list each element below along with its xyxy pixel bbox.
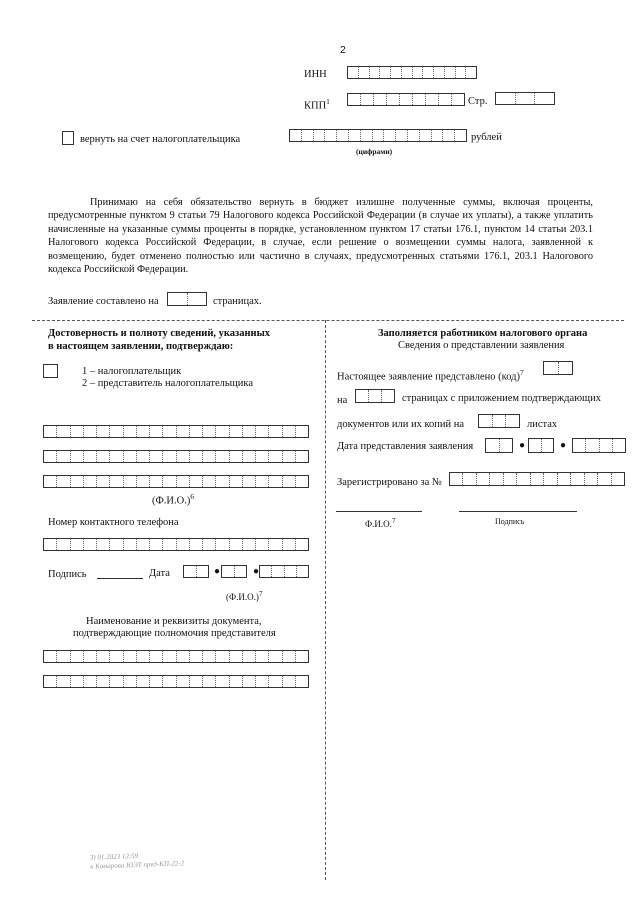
pages-suffix: страницах. xyxy=(213,296,262,307)
submit-date-year[interactable] xyxy=(572,438,626,453)
kpp-field[interactable] xyxy=(347,93,465,106)
page-field[interactable] xyxy=(495,92,555,105)
phone-label: Номер контактного телефона xyxy=(48,517,179,528)
pages-prefix: Заявление составлено на xyxy=(48,296,159,307)
submit-date-month[interactable] xyxy=(528,438,554,453)
confirmer-code-field[interactable] xyxy=(43,364,58,378)
date-separator-dot: ● xyxy=(560,440,567,451)
return-checkbox[interactable] xyxy=(62,131,74,145)
on-label: на xyxy=(337,395,348,406)
currency-label: рублей xyxy=(471,132,502,143)
right-subtitle: Сведения о представлении заявления xyxy=(398,340,565,351)
name-field-row2[interactable] xyxy=(43,450,309,463)
phone-field[interactable] xyxy=(43,538,309,551)
scan-stamp: 3) 01.2023 12:59 к Комарова ЮЭТ пред-КП-22-2 xyxy=(89,851,185,871)
column-divider xyxy=(325,320,326,880)
date-separator-dot: ● xyxy=(253,566,260,577)
signature-label: Подпись xyxy=(48,569,87,580)
registration-number-field[interactable] xyxy=(449,472,625,486)
right-title: Заполняется работником налогового органа xyxy=(378,328,588,339)
officer-fio-label: Ф.И.О.$^7$ xyxy=(365,516,396,529)
submit-date-label: Дата представления заявления xyxy=(337,441,474,452)
return-label: вернуть на счет налогоплательщика xyxy=(80,134,241,145)
page-label: Стр. xyxy=(468,96,488,107)
submit-date-day[interactable] xyxy=(485,438,513,453)
date-separator-dot: ● xyxy=(214,566,221,577)
code-field[interactable] xyxy=(543,361,573,375)
option-taxpayer: 1 – налогоплательщик xyxy=(82,366,182,377)
option-representative: 2 – представитель налогоплательщика xyxy=(82,378,253,389)
inn-field[interactable] xyxy=(347,66,477,79)
name-field-row3[interactable] xyxy=(43,475,309,488)
doc-title-line2: подтверждающие полномочия представителя xyxy=(73,628,276,639)
left-title-line1: Достоверность и полноту сведений, указанных xyxy=(48,328,271,339)
pages-attach-label: страницах с приложением подтверждающих xyxy=(402,393,601,404)
registered-label: Зарегистрировано за № xyxy=(337,477,442,488)
date-month-field[interactable] xyxy=(221,565,247,578)
officer-signature-label: Подпись xyxy=(495,517,525,526)
sheets-label: листах xyxy=(527,419,558,430)
fio2-label: $(Ф.И.О.)^7$ xyxy=(226,589,263,602)
amount-field[interactable] xyxy=(289,129,467,142)
doc-field-row1[interactable] xyxy=(43,650,309,663)
date-label: Дата xyxy=(149,568,170,579)
digits-note: (цифрами) xyxy=(356,147,393,156)
kpp-label: КПП$^1$ xyxy=(304,97,330,112)
date-day-field[interactable] xyxy=(183,565,209,578)
officer-name-line[interactable] xyxy=(336,511,422,512)
inn-label: ИНН xyxy=(304,69,327,80)
code-label: Настоящее заявление представлено (код)$^7$ xyxy=(337,368,524,383)
obligation-text: Принимаю на себя обязательство вернуть в бюджет излишне полученные суммы, включая проценты, предусмотренные пунктом 9 статьи 79 Налогового кодекса Российской Федерации (в случае их уплаты), а также уплатить начисленные на указанные суммы проценты в порядке, установленном пунктом 17 статьи 176.1, пунктом 14 статьи 203.1 Налогового кодекса Российской Федерации, в случае, если решение о возмещении суммы налога, заявленной к возмещению, будет отменено полностью или частично в случаях, предусмотренных статьями 176.1, 203.1 Налогового кодекса Российской Федерации. xyxy=(48,197,593,276)
page-number: 2 xyxy=(340,44,346,56)
docs-label: документов или их копий на xyxy=(337,419,465,430)
date-year-field[interactable] xyxy=(259,565,309,578)
attach-pages-field[interactable] xyxy=(355,389,395,403)
signature-line[interactable] xyxy=(97,578,143,579)
officer-signature-line[interactable] xyxy=(459,511,577,512)
sheets-field[interactable] xyxy=(478,414,520,428)
date-separator-dot: ● xyxy=(519,440,526,451)
section-divider xyxy=(32,320,624,321)
name-field-row1[interactable] xyxy=(43,425,309,438)
doc-field-row2[interactable] xyxy=(43,675,309,688)
pages-field[interactable] xyxy=(167,292,207,306)
left-title-line2: в настоящем заявлении, подтверждаю: xyxy=(48,341,234,352)
doc-title-line1: Наименование и реквизиты документа, xyxy=(86,616,262,627)
fio-label: $(Ф.И.О.)^6$ xyxy=(152,492,195,507)
